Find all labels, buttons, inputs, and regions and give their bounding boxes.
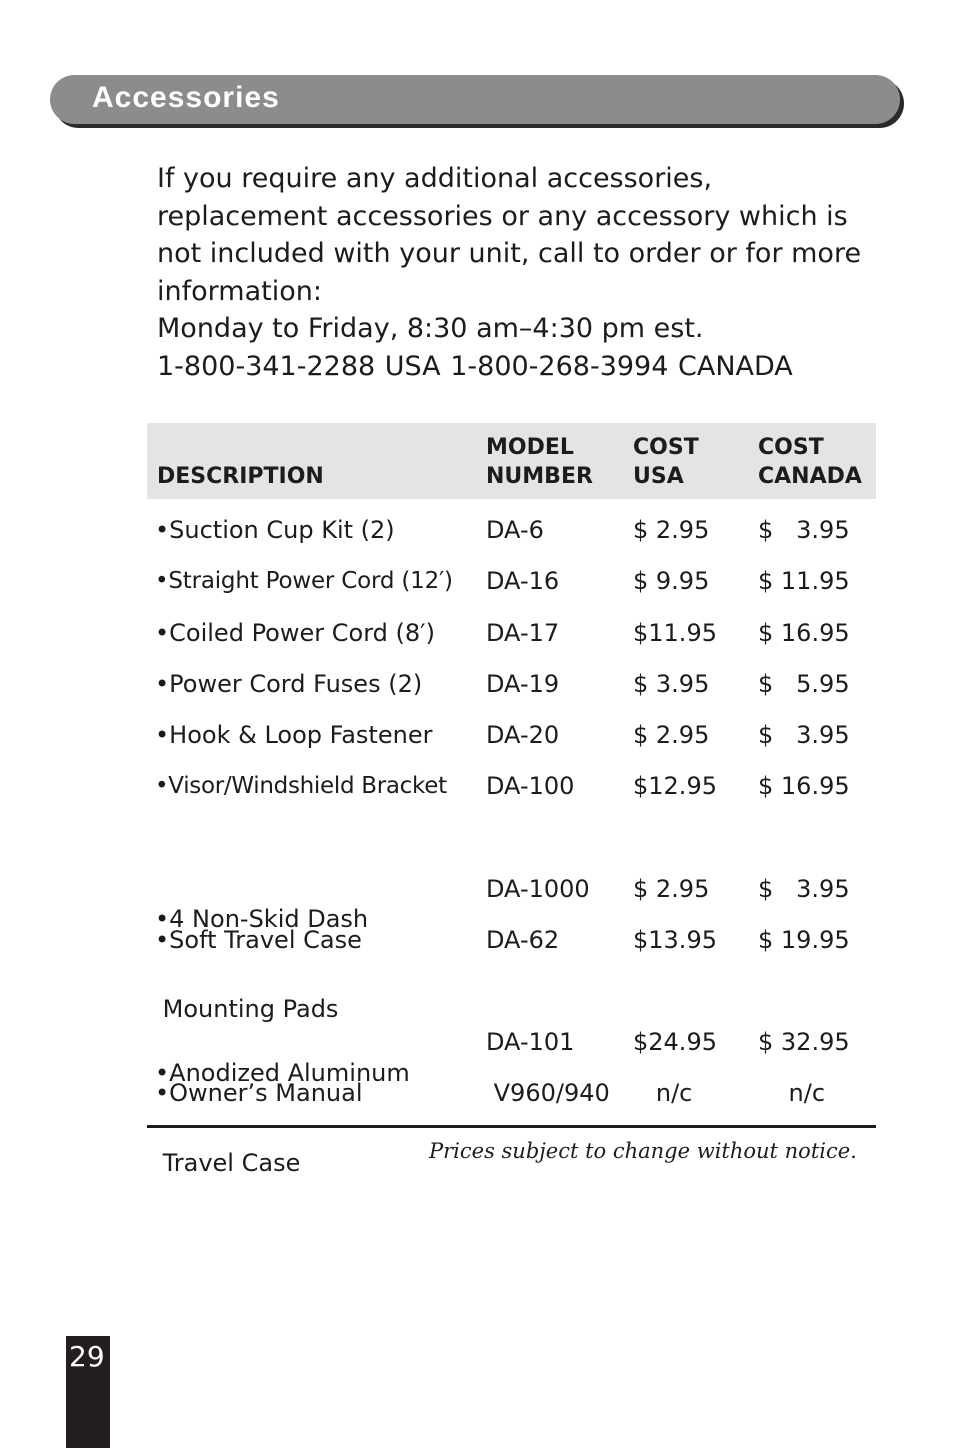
header-model-line2: NUMBER xyxy=(486,464,593,489)
row-description-line2: Travel Case xyxy=(155,1149,301,1177)
page-number-tab xyxy=(66,1336,110,1448)
row-description-line2: Mounting Pads xyxy=(155,995,339,1023)
row-model: DA-62 xyxy=(486,926,560,954)
row-description: •Soft Travel Case xyxy=(155,926,362,954)
intro-line: If you require any additional accessories, xyxy=(157,163,713,194)
page-number: 29 xyxy=(69,1340,105,1373)
header-canada-line2: CANADA xyxy=(758,464,862,489)
row-cost-canada: $ 16.95 xyxy=(758,619,850,647)
row-model: V960/940 xyxy=(486,1079,610,1107)
row-cost-usa: n/c xyxy=(633,1079,693,1107)
row-description: •Hook & Loop Fastener xyxy=(155,721,433,749)
row-cost-usa: $24.95 xyxy=(633,1028,717,1056)
row-description: •Visor/Windshield Bracket xyxy=(155,773,447,799)
header-usa-line1: COST xyxy=(633,435,699,460)
row-model: DA-1000 xyxy=(486,875,590,903)
row-description-line1: •Anodized Aluminum xyxy=(155,1059,410,1087)
intro-line: replacement accessories or any accessory which is xyxy=(157,200,848,232)
row-description-line1: •4 Non-Skid Dash xyxy=(155,905,369,933)
header-model-line1: MODEL xyxy=(486,435,574,460)
row-model: DA-19 xyxy=(486,670,560,698)
intro-text xyxy=(157,160,897,385)
row-cost-canada: $ 11.95 xyxy=(758,567,850,595)
price-disclaimer: Prices subject to change without notice. xyxy=(429,1139,857,1163)
header-usa-line2: USA xyxy=(633,464,684,489)
header-model-number xyxy=(486,433,593,491)
row-model: DA-20 xyxy=(486,721,560,749)
row-model: DA-100 xyxy=(486,772,575,800)
row-cost-usa: $11.95 xyxy=(633,619,717,647)
row-description: •Coiled Power Cord (8′) xyxy=(155,619,435,647)
row-cost-canada: n/c xyxy=(758,1079,826,1107)
header-cost-canada xyxy=(758,433,862,491)
row-cost-usa: $ 2.95 xyxy=(633,875,710,903)
row-description: •Straight Power Cord (12′) xyxy=(155,568,453,594)
row-cost-canada: $ 16.95 xyxy=(758,772,850,800)
header-description: DESCRIPTION xyxy=(157,464,324,489)
row-model: DA-101 xyxy=(486,1028,575,1056)
row-cost-usa: $ 3.95 xyxy=(633,670,710,698)
table-bottom-rule xyxy=(147,1125,876,1128)
section-title: Accessories xyxy=(92,81,280,114)
header-canada-line1: COST xyxy=(758,435,824,460)
hours-line: Monday to Friday, 8:30 am–4:30 pm est. xyxy=(157,313,704,344)
intro-line: not included with your unit, call to order or for more xyxy=(157,238,862,269)
row-description xyxy=(155,998,410,1238)
row-cost-canada: $ 3.95 xyxy=(758,516,850,544)
row-cost-usa: $ 2.95 xyxy=(633,516,710,544)
row-description: •Owner’s Manual xyxy=(155,1079,363,1107)
row-cost-canada: $ 5.95 xyxy=(758,670,850,698)
row-cost-canada: $ 32.95 xyxy=(758,1028,850,1056)
intro-line: information: xyxy=(157,275,322,307)
row-cost-canada: $ 19.95 xyxy=(758,926,850,954)
row-cost-usa: $13.95 xyxy=(633,926,717,954)
header-cost-usa xyxy=(633,433,699,491)
row-model: DA-17 xyxy=(486,619,560,647)
row-model: DA-6 xyxy=(486,516,544,544)
row-cost-canada: $ 3.95 xyxy=(758,721,850,749)
phone-line: 1-800-341-2288 USA 1-800-268-3994 CANADA xyxy=(157,350,793,382)
row-cost-canada: $ 3.95 xyxy=(758,875,850,903)
row-cost-usa: $12.95 xyxy=(633,772,717,800)
row-description: •Power Cord Fuses (2) xyxy=(155,670,423,698)
row-cost-usa: $ 9.95 xyxy=(633,567,710,595)
row-model: DA-16 xyxy=(486,567,560,595)
row-cost-usa: $ 2.95 xyxy=(633,721,710,749)
table-header xyxy=(147,423,876,499)
row-description: •Suction Cup Kit (2) xyxy=(155,516,395,544)
section-header-bar xyxy=(50,75,900,124)
